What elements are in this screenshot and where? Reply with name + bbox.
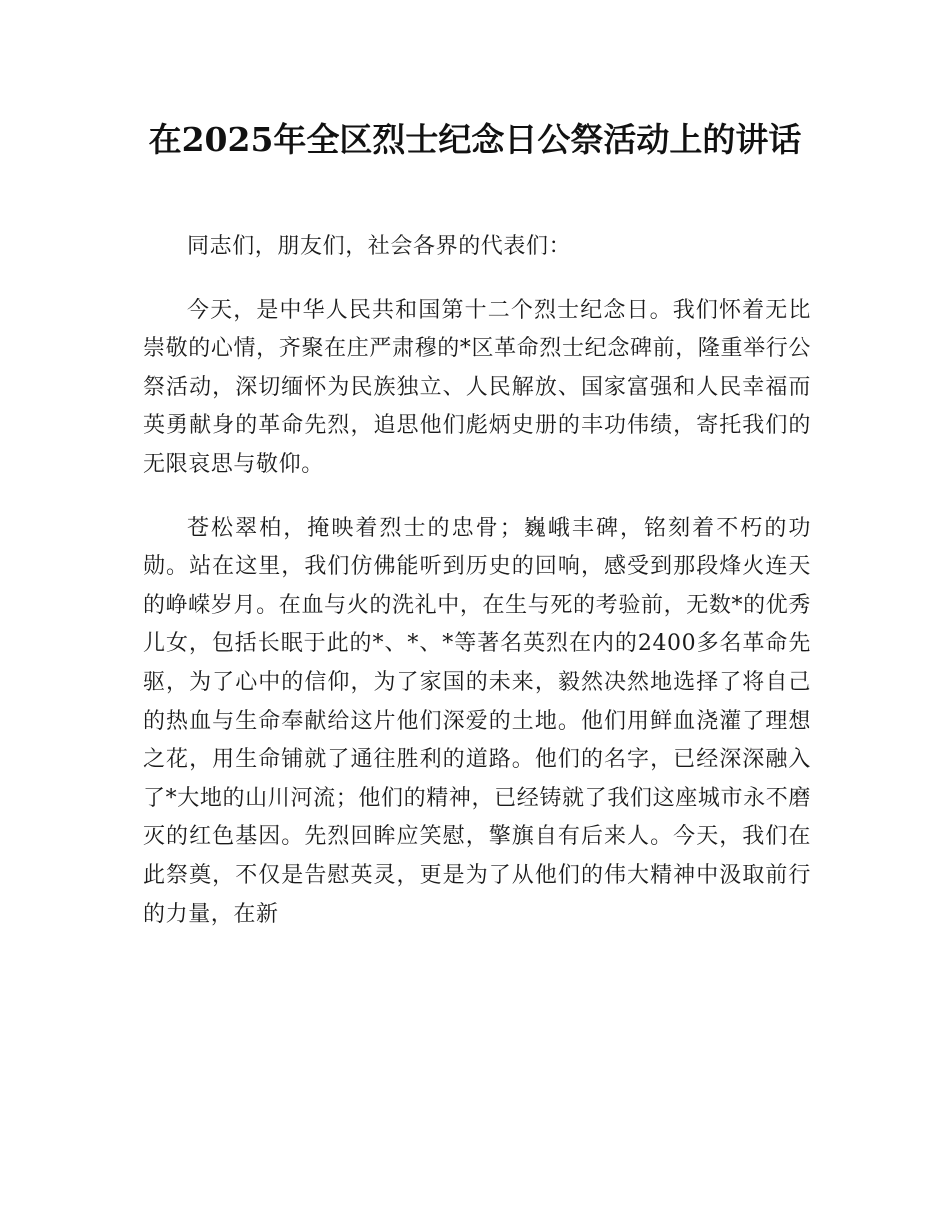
document-body <box>143 228 811 959</box>
paragraph-1: 今天，是中华人民共和国第十二个烈士纪念日。我们怀着无比崇敬的心情，齐聚在庄严肃穆的*区革命烈士纪念碑前，隆重举行公祭活动，深切缅怀为民族独立、人民解放、国家富强和人民幸福而英勇献身的革命先烈，追思他们彪炳史册的丰功伟绩，寄托我们的无限哀思与敬仰。 <box>143 297 811 477</box>
greeting-line: 同志们，朋友们，社会各界的代表们： <box>187 234 572 259</box>
paragraph-2: 苍松翠柏，掩映着烈士的忠骨；巍峨丰碑，铭刻着不朽的功勋。站在这里，我们仿佛能听到历史的回响，感受到那段烽火连天的峥嵘岁月。在血与火的洗礼中，在生与死的考验前，无数*的优秀儿女，包括长眠于此的*、*、*等著名英烈在内的2400多名革命先驱，为了心中的信仰，为了家国的未来，毅然决然地选择了将自己的热血与生命奉献给这片他们深爱的土地。他们用鲜血浇灌了理想之花，用生命铺就了通往胜利的道路。他们的名字，已经深深融入了*大地的山川河流；他们的精神，已经铸就了我们这座城市永不磨灭的红色基因。先烈回眸应笑慰，擎旗自有后来人。今天，我们在此祭奠，不仅是告慰英灵，更是为了从他们的伟大精神中汲取前行的力量，在新 <box>143 515 811 927</box>
document-title: 在2025年全区烈士纪念日公祭活动上的讲话 <box>148 120 802 159</box>
